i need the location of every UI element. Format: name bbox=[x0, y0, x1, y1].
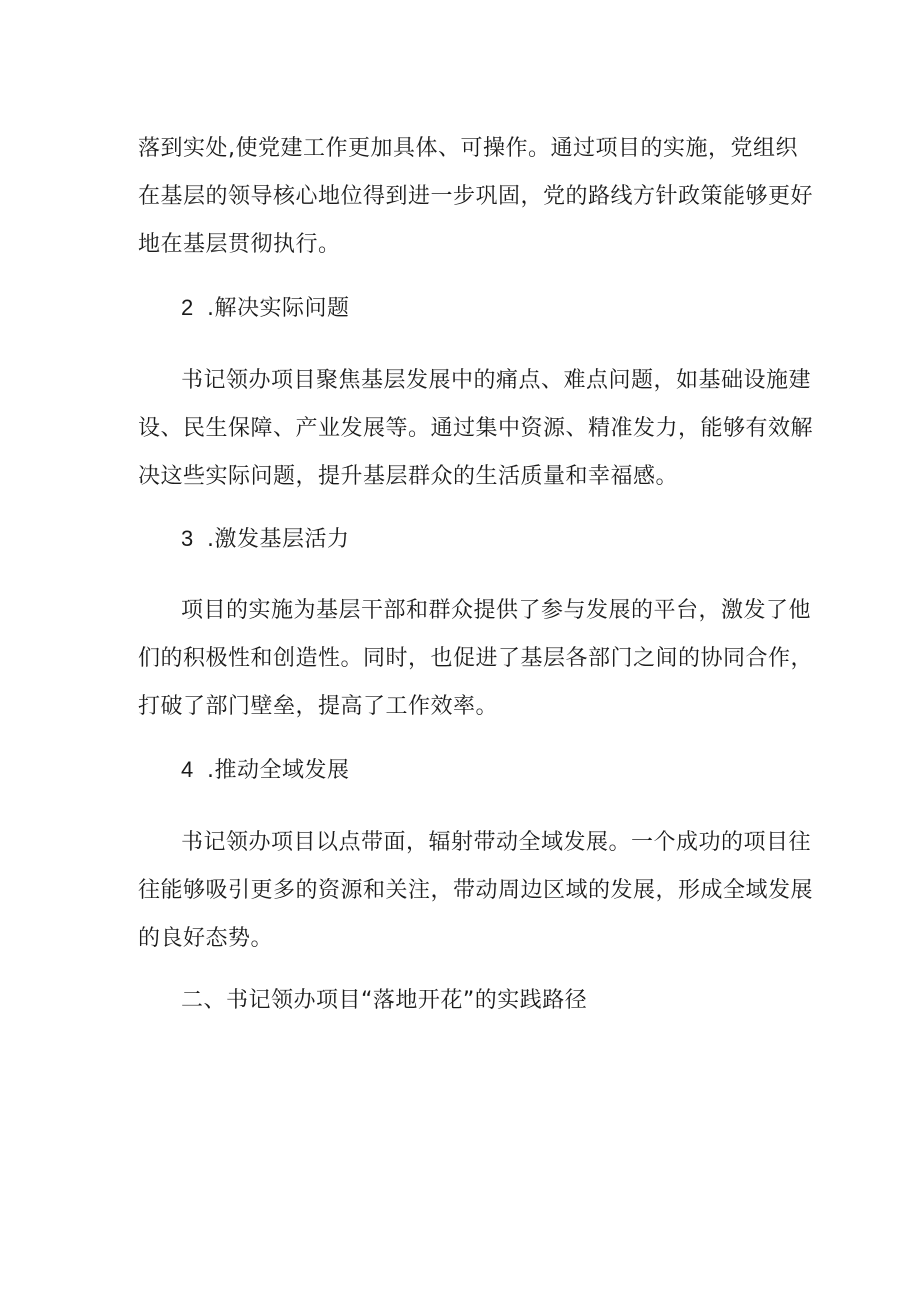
paragraph-line: 落到实处,使党建工作更加具体、可操作。通过项目的实施，党组织 bbox=[138, 136, 798, 161]
paragraph-line: 设、民生保障、产业发展等。通过集中资源、精准发力，能够有效解 bbox=[138, 416, 814, 441]
paragraph-line: 地在基层贯彻执行。 bbox=[138, 232, 341, 257]
paragraph-line: 的良好态势。 bbox=[138, 926, 274, 951]
section-title: .解决实际问题 bbox=[207, 296, 350, 321]
section-heading-3 bbox=[181, 525, 350, 554]
paragraph-line: 书记领办项目聚焦基层发展中的痛点、难点问题，如基础设施建 bbox=[181, 368, 812, 393]
paragraph-line: 决这些实际问题，提升基层群众的生活质量和幸福感。 bbox=[138, 464, 679, 489]
paragraph-line: 书记领办项目以点带面，辐射带动全域发展。一个成功的项目往 bbox=[181, 830, 812, 855]
paragraph-line: 项目的实施为基层干部和群众提供了参与发展的平台，激发了他 bbox=[181, 598, 812, 623]
paragraph-line: 们的积极性和创造性。同时，也促进了基层各部门之间的协同合作， bbox=[138, 646, 814, 671]
section-number: 2 bbox=[181, 295, 194, 320]
paragraph-line: 在基层的领导核心地位得到进一步巩固，党的路线方针政策能够更好 bbox=[138, 184, 814, 209]
paragraph-line: 往能够吸引更多的资源和关注，带动周边区域的发展，形成全域发展 bbox=[138, 878, 814, 903]
chapter-heading: 二、书记领办项目“落地开花”的实践路径 bbox=[181, 988, 588, 1013]
section-title: .推动全域发展 bbox=[207, 758, 350, 783]
section-number: 3 bbox=[181, 526, 194, 551]
section-number: 4 bbox=[181, 757, 194, 782]
paragraph-line: 打破了部门壁垒，提高了工作效率。 bbox=[138, 694, 499, 719]
section-title: .激发基层活力 bbox=[207, 527, 350, 552]
section-heading-4 bbox=[181, 756, 350, 785]
section-heading-2 bbox=[181, 294, 350, 323]
